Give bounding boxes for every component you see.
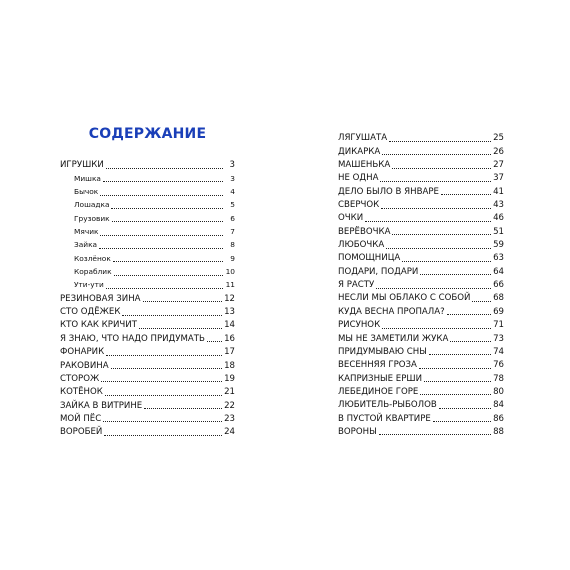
- toc-entry-title: ДИКАРКА: [338, 146, 381, 157]
- toc-entry-title: ВОРОНЫ: [338, 426, 377, 437]
- dot-leader: [106, 288, 223, 289]
- toc-entry: [338, 171, 504, 184]
- toc-entry-page-number: 73: [493, 333, 504, 344]
- toc-entry: [338, 131, 504, 144]
- toc-entry: [60, 331, 235, 344]
- toc-entry-title: ЛЕБЕДИНОЕ ГОРЕ: [338, 386, 419, 397]
- toc-entry: [338, 385, 504, 398]
- toc-entry: [60, 278, 235, 291]
- toc-entry-title: ПОМОЩНИЦА: [338, 253, 401, 264]
- toc-entry-title: МЫ НЕ ЗАМЕТИЛИ ЖУКА: [338, 333, 449, 344]
- toc-entry-page-number: 4: [230, 187, 235, 197]
- toc-entry-title: ЛЯГУШАТА: [338, 133, 388, 144]
- toc-entry-page-number: 51: [493, 226, 504, 237]
- toc-entry-title: ВЕСЕННЯЯ ГРОЗА: [338, 360, 417, 371]
- toc-entry: [60, 398, 235, 411]
- toc-entry-title: РАКОВИНА: [60, 360, 109, 371]
- toc-entry: [60, 158, 235, 171]
- toc-entry-page-number: 46: [493, 213, 504, 224]
- toc-entry-page-number: 26: [493, 146, 504, 157]
- toc-entry: [60, 372, 235, 385]
- dot-leader: [429, 354, 491, 355]
- dot-leader: [144, 408, 222, 409]
- toc-entry: [60, 251, 235, 264]
- dot-leader: [392, 234, 491, 235]
- toc-entry-page-number: 17: [224, 347, 235, 358]
- dot-leader: [139, 328, 222, 329]
- toc-entry-page-number: 66: [493, 280, 504, 291]
- toc-entry-title: Ути-ути: [74, 280, 104, 290]
- toc-entry: [60, 345, 235, 358]
- dot-leader: [433, 421, 491, 422]
- toc-entry-page-number: 11: [225, 280, 235, 290]
- dot-leader: [439, 408, 491, 409]
- toc-entry: [338, 184, 504, 197]
- dot-leader: [380, 181, 491, 182]
- toc-entry: [60, 358, 235, 371]
- toc-entry: [338, 318, 504, 331]
- toc-entry-title: ДЕЛО БЫЛО В ЯНВАРЕ: [338, 186, 439, 197]
- toc-entry-title: ОЧКИ: [338, 213, 364, 224]
- toc-entry-page-number: 27: [493, 160, 504, 171]
- toc-entry-title: Кораблик: [74, 267, 112, 277]
- dot-leader: [103, 421, 222, 422]
- dot-leader: [392, 168, 491, 169]
- toc-entry-page-number: 8: [230, 240, 235, 250]
- toc-entry-title: ИГРУШКИ: [60, 160, 104, 171]
- dot-leader: [381, 208, 491, 209]
- page-title: СОДЕРЖАНИЕ: [88, 126, 207, 142]
- dot-leader: [122, 315, 222, 316]
- toc-entry: [338, 238, 504, 251]
- toc-entry-title: Козлёнок: [74, 253, 111, 263]
- toc-entry-page-number: 19: [224, 373, 235, 384]
- toc-entry-title: МАШЕНЬКА: [338, 160, 391, 171]
- toc-entry-title: Лошадка: [74, 200, 110, 210]
- toc-entry-title: РИСУНОК: [338, 320, 381, 331]
- dot-leader: [103, 181, 223, 182]
- toc-entry: [338, 331, 504, 344]
- toc-entry-title: НЕСЛИ МЫ ОБЛАКО С СОБОЙ: [338, 293, 471, 304]
- toc-entry-title: КУДА ВЕСНА ПРОПАЛА?: [338, 306, 445, 317]
- toc-entry-page-number: 78: [493, 373, 504, 384]
- toc-entry-title: Мишка: [74, 173, 101, 183]
- dot-leader: [111, 368, 222, 369]
- dot-leader: [472, 301, 491, 302]
- toc-entry-title: РЕЗИНОВАЯ ЗИНА: [60, 293, 141, 304]
- toc-entry-page-number: 3: [230, 173, 235, 183]
- toc-entry-title: Грузовик: [74, 213, 110, 223]
- toc-entry-title: ФОНАРИК: [60, 347, 105, 358]
- dot-leader: [424, 381, 491, 382]
- toc-entry-title: СТО ОДЁЖЕК: [60, 307, 121, 318]
- toc-entry-title: Я ЗНАЮ, ЧТО НАДО ПРИДУМАТЬ: [60, 333, 205, 344]
- toc-entry: [60, 385, 235, 398]
- toc-entry: [338, 158, 504, 171]
- toc-entry-page-number: 13: [224, 307, 235, 318]
- dot-leader: [100, 195, 223, 196]
- toc-entry-title: Бычок: [74, 187, 99, 197]
- toc-entry-page-number: 64: [493, 266, 504, 277]
- dot-leader: [143, 301, 223, 302]
- toc-entry: [338, 358, 504, 371]
- toc-entry-page-number: 76: [493, 360, 504, 371]
- toc-entry: [338, 211, 504, 224]
- dot-leader: [207, 341, 222, 342]
- toc-entry-page-number: 84: [493, 400, 504, 411]
- toc-entry: [338, 371, 504, 384]
- toc-entry-title: Зайка: [74, 240, 98, 250]
- dot-leader: [376, 288, 491, 289]
- toc-entry-page-number: 63: [493, 253, 504, 264]
- toc-entry-title: Я РАСТУ: [338, 280, 375, 291]
- toc-entry-page-number: 59: [493, 240, 504, 251]
- dot-leader: [420, 274, 491, 275]
- dot-leader: [419, 368, 491, 369]
- toc-entry-page-number: 18: [224, 360, 235, 371]
- dot-leader: [382, 328, 491, 329]
- toc-entry-page-number: 41: [493, 186, 504, 197]
- dot-leader: [447, 314, 491, 315]
- toc-entry-title: МОЙ ПЁС: [60, 413, 102, 424]
- dot-leader: [106, 355, 222, 356]
- toc-entry-title: КТО КАК КРИЧИТ: [60, 320, 137, 331]
- toc-entry: [60, 265, 235, 278]
- toc-entry-title: ЛЮБОЧКА: [338, 240, 385, 251]
- toc-entry: [338, 425, 504, 438]
- toc-entry-page-number: 12: [224, 293, 235, 304]
- toc-entry-page-number: 5: [230, 200, 235, 210]
- toc-entry: [338, 144, 504, 157]
- toc-entry-page-number: 88: [493, 426, 504, 437]
- dot-leader: [386, 248, 491, 249]
- toc-entry-title: КОТЁНОК: [60, 387, 103, 398]
- toc-entry: [338, 291, 504, 304]
- toc-entry-page-number: 3: [229, 160, 235, 171]
- toc-entry: [60, 291, 235, 304]
- toc-entry-title: ВОРОБЕЙ: [60, 427, 103, 438]
- toc-entry-page-number: 23: [224, 413, 235, 424]
- toc-entry-page-number: 69: [493, 306, 504, 317]
- toc-entry-page-number: 71: [493, 320, 504, 331]
- toc-entry-title: КАПРИЗНЫЕ ЕРШИ: [338, 373, 422, 384]
- toc-entry: [60, 412, 235, 425]
- dot-leader: [113, 261, 223, 262]
- toc-entry-title: СТОРОЖ: [60, 373, 100, 384]
- dot-leader: [100, 235, 223, 236]
- toc-entry: [338, 345, 504, 358]
- toc-entry: [338, 251, 504, 264]
- toc-entry-title: ПОДАРИ, ПОДАРИ: [338, 266, 419, 277]
- toc-entry-page-number: 24: [224, 427, 235, 438]
- toc-entry: [60, 425, 235, 438]
- toc-entry: [338, 398, 504, 411]
- toc-entry-title: ПРИДУМЫВАЮ СНЫ: [338, 346, 427, 357]
- dot-leader: [114, 275, 223, 276]
- toc-entry-title: ЛЮБИТЕЛЬ-РЫБОЛОВ: [338, 400, 437, 411]
- toc-entry-title: Мячик: [74, 227, 99, 237]
- toc-entry: [60, 318, 235, 331]
- toc-entry-page-number: 86: [493, 413, 504, 424]
- toc-entry: [60, 211, 235, 224]
- toc-column-left: [60, 158, 235, 438]
- toc-entry-page-number: 6: [230, 213, 235, 223]
- toc-column-right: [338, 131, 504, 438]
- toc-entry-page-number: 21: [224, 387, 235, 398]
- toc-entry-page-number: 80: [493, 386, 504, 397]
- toc-entry-page-number: 10: [225, 267, 235, 277]
- toc-entry: [60, 225, 235, 238]
- dot-leader: [106, 168, 223, 169]
- toc-entry-page-number: 68: [493, 293, 504, 304]
- toc-entry-page-number: 74: [493, 346, 504, 357]
- dot-leader: [389, 141, 491, 142]
- dot-leader: [379, 434, 491, 435]
- dot-leader: [441, 194, 491, 195]
- toc-entry-page-number: 7: [230, 227, 235, 237]
- toc-entry-page-number: 14: [224, 320, 235, 331]
- dot-leader: [450, 341, 491, 342]
- dot-leader: [420, 394, 491, 395]
- toc-entry: [338, 224, 504, 237]
- dot-leader: [365, 221, 491, 222]
- toc-entry-title: ВЕРЁВОЧКА: [338, 226, 391, 237]
- toc-entry: [338, 198, 504, 211]
- toc-entry-page-number: 25: [493, 133, 504, 144]
- toc-entry: [60, 185, 235, 198]
- toc-entry-page-number: 9: [230, 253, 235, 263]
- toc-entry-page-number: 16: [224, 333, 235, 344]
- toc-entry-title: НЕ ОДНА: [338, 173, 379, 184]
- dot-leader: [112, 221, 223, 222]
- toc-entry: [60, 305, 235, 318]
- toc-entry: [60, 238, 235, 251]
- dot-leader: [105, 395, 222, 396]
- toc-entry-title: СВЕРЧОК: [338, 200, 380, 211]
- toc-entry: [338, 278, 504, 291]
- toc-entry-page-number: 22: [224, 400, 235, 411]
- toc-entry: [338, 304, 504, 317]
- toc-entry-title: В ПУСТОЙ КВАРТИРЕ: [338, 413, 431, 424]
- dot-leader: [402, 261, 491, 262]
- toc-entry: [60, 171, 235, 184]
- toc-entry: [338, 264, 504, 277]
- dot-leader: [99, 248, 223, 249]
- dot-leader: [382, 154, 491, 155]
- dot-leader: [104, 435, 222, 436]
- toc-entry-page-number: 43: [493, 200, 504, 211]
- dot-leader: [101, 381, 222, 382]
- toc-entry: [60, 198, 235, 211]
- toc-entry-title: ЗАЙКА В ВИТРИНЕ: [60, 400, 143, 411]
- toc-entry: [338, 411, 504, 424]
- toc-entry-page-number: 37: [493, 173, 504, 184]
- dot-leader: [111, 208, 223, 209]
